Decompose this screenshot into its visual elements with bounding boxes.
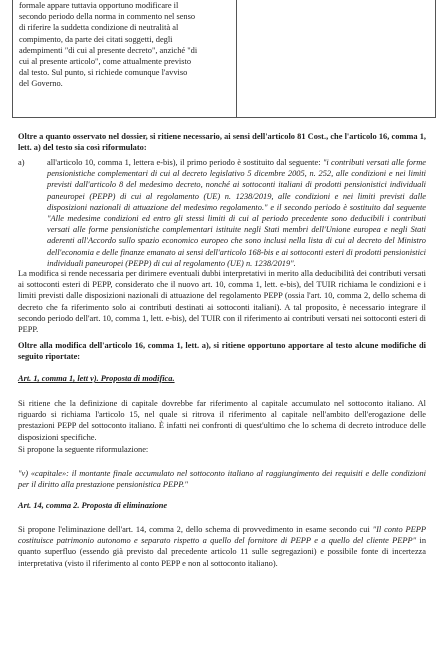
table-line: di riferire la suddetta condizione di neutralità al (19, 23, 179, 33)
item-text (47, 157, 426, 269)
amendment-item-a (18, 157, 426, 269)
subheading-art1: Art. 1, comma 1, lett v). Proposta di modifica. (18, 374, 175, 383)
table-line: adempimenti "di cui al presente decreto", anziché "di (19, 45, 198, 55)
heading-riformulazione: Oltre a quanto osservato nel dossier, si ritiene necessario, ai sensi dell'articolo 81 Cost., che l'articolo 16, comma 1, lett. a) del testo sia così riformulato: (18, 132, 426, 153)
paragraph-eliminazione (18, 524, 426, 569)
quote-riformulazione: "v) «capitale»: il montante finale accumulato nel sottoconto italiano al raggiungimento dei requisiti e delle condizioni per il diritto alla prestazione pensionistica PEPP." (18, 469, 426, 490)
para4-rest: in quanto superfluo (essendo già previsto dal precedente articolo 11 sulle segregazioni) e possibile fonte di incertezza interpretativa (visto il riferimento al conto PEPP e non al sottoconto italiano). (18, 536, 427, 568)
table-cell-left (13, 0, 237, 117)
para4-quote: "Il conto PEPP costituisce patrimonio autonomo e separato rispetto a quello del fornitore di PEPP e a quello del cliente PEPP" (18, 525, 426, 546)
item-lead: all'articolo 10, comma 1, lettera e-bis), il primo periodo è sostituito dal seguente: (47, 158, 323, 167)
para4-lead: Si propone l'eliminazione dell'art. 14, comma 2, dello schema di provvedimento in esame secondo cui (18, 525, 373, 534)
table-line: cui al presente articolo", come attualmente previsto (19, 57, 192, 67)
table-line: compimento, da parte dei citati soggetti, degli (19, 34, 173, 44)
table-fragment (12, 0, 436, 118)
table-line: del Governo. (19, 79, 63, 89)
item-quote: "i contributi versati alle forme pensionistiche complementari di cui al decreto legislativo 5 dicembre 2005, n. 252, alle condizioni e nei limiti previsti dall'articolo 8 del medesimo decreto, nonché ai sottoconti italiani di prodotti pensionistici individuali paneuropei (PEPP) di cui al regolamento (UE) n. 1238/2019, alle condizioni e nei limiti previsti dalle disposizioni nazionali di attuazione del medesimo regolamento." e il secondo periodo è sostituito dal seguente "Alle medesime condizioni ed entro gli stessi limiti di cui al periodo precedente sono deducibili i contributi versati alle forme pensionistiche complementari istituite negli Stati membri dell'Unione europea e negli Stati aderenti all'Accordo sullo spazio economico europeo che sono inclusi nella lista di cui al decreto del Ministro dell'economia e delle finanze emanato ai sensi dell'articolo 168-bis e ai sottoconti esteri di prodotti pensionistici individuali paneuropei (PEPP) di cui al regolamento (UE) n. 1238/2019". (47, 158, 426, 268)
table-line: dal testo. Sul punto, si richiede comunque l'avviso (19, 68, 188, 78)
paragraph-capitale: Si ritiene che la definizione di capitale dovrebbe far riferimento al capitale accumulato nel sottoconto italiano. Al riguardo si richiama l'articolo 15, nel quale si ritrova il riferimento al capitale nell'ambito dell'erogazione delle prestazioni PEPP del sottoconto italiano. È infatti nei confronti di quest'ultimo che lo schema di decreto introduce delle disposizioni specifiche. (18, 399, 426, 442)
heading-modifiche: Oltre alla modifica dell'articolo 16, comma 1, lett. a), si ritiene opportuno apportare al testo alcune modifiche di seguito riportate: (18, 341, 426, 362)
table-line: formale appare tuttavia opportuno modificare il (19, 1, 179, 10)
table-line: secondo periodo della norma in commento nel senso (19, 12, 196, 22)
paragraph-motivazione: La modifica si rende necessaria per dirimere eventuali dubbi interpretativi in merito alla deducibilità dei contributi versati ai sottoconti esteri di PEPP, considerato che il nuovo art. 10, comma 1, lett. e-bis), del TUIR richiama le condizioni e i limiti previsti dalle disposizioni nazionali di attuazione del regolamento PEPP (ossia l'art. 10, comma 2, dello schema di decreto che fa riferimento solo ai contributi destinati ai sottoconti italiani). A tal proposito, è necessario integrare il secondo periodo dell'art. 10, comma 1, lett. e-bis), del TUIR con il riferimento ai contributi versati nei sottoconti esteri di PEPP. (18, 269, 426, 335)
paragraph-proposta: Si propone la seguente riformulazione: (18, 445, 149, 454)
table-cell-right (237, 0, 435, 117)
item-letter: a) (18, 158, 25, 167)
subheading-art14: Art. 14, comma 2. Proposta di eliminazione (18, 501, 168, 510)
